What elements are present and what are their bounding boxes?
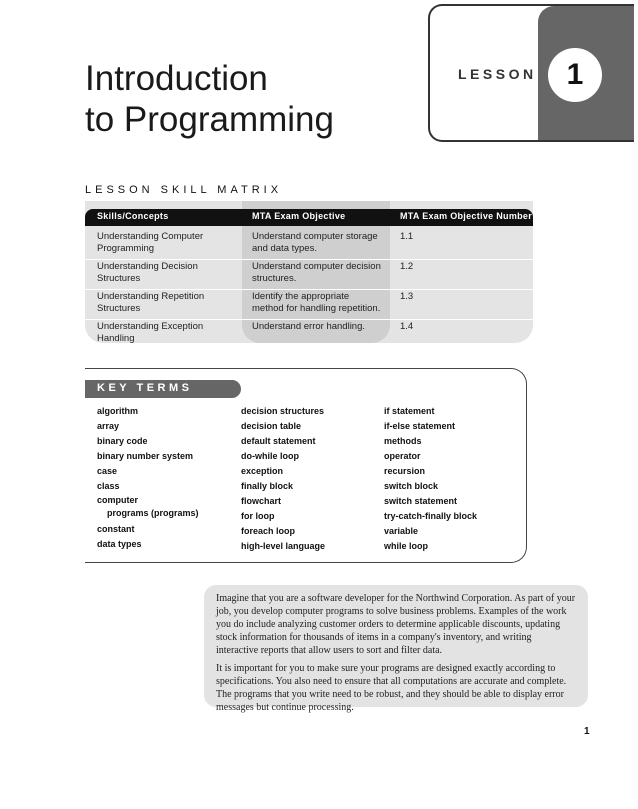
lesson-title — [85, 58, 334, 140]
key-term: switch block — [384, 481, 439, 491]
scenario-paragraph-1: Imagine that you are a software developer for the Northwind Corporation. As part of your job, you develop computer programs to solve business problems. Examples of the work you do include analyzing customer orders to determine applicable discounts, updating stock information for thousands of items in a company's inventory, and writing interactive reports that allow users to sort and filter data. — [216, 593, 576, 656]
key-term: class — [97, 481, 120, 491]
key-term: methods — [384, 436, 422, 446]
matrix-header-number: MTA Exam Objective Number — [400, 211, 533, 221]
key-terms-label: KEY TERMS — [97, 382, 193, 394]
matrix-number: 1.3 — [400, 291, 414, 302]
key-term — [97, 494, 199, 520]
key-term: decision table — [241, 421, 302, 431]
matrix-skill: Understanding Exception Handling — [97, 321, 204, 344]
matrix-objective: Identify the appropriate method for handling repetition. — [252, 291, 381, 314]
key-term-main: computer — [97, 495, 139, 505]
key-term-sub: programs (programs) — [107, 508, 199, 518]
key-term: data types — [97, 539, 142, 549]
key-term: try-catch-finally block — [384, 511, 478, 521]
matrix-objective: Understand error handling. — [252, 321, 366, 332]
matrix-objective: Understand computer storage and data types. — [252, 231, 378, 254]
lesson-label: LESSON — [458, 66, 537, 82]
key-term: while loop — [384, 541, 428, 551]
skill-matrix-table — [85, 201, 533, 343]
key-term: binary code — [97, 436, 148, 446]
key-terms-column-3 — [384, 404, 477, 554]
key-term: if-else statement — [384, 421, 456, 431]
key-term: high-level language — [241, 541, 326, 551]
key-term: exception — [241, 466, 284, 476]
matrix-row — [85, 231, 533, 260]
matrix-number: 1.2 — [400, 261, 414, 272]
key-terms-column-2 — [241, 404, 325, 554]
matrix-row — [85, 291, 533, 320]
key-term: case — [97, 466, 118, 476]
lesson-badge — [428, 4, 634, 142]
title-line-1: Introduction — [85, 59, 268, 98]
key-term: if statement — [384, 406, 435, 416]
title-line-2: to Programming — [85, 100, 334, 139]
row-divider — [85, 319, 533, 320]
key-term: do-while loop — [241, 451, 299, 461]
key-term: constant — [97, 524, 135, 534]
matrix-objective: Understand computer decision structures. — [252, 261, 381, 284]
key-term: decision structures — [241, 406, 325, 416]
key-term: flowchart — [241, 496, 282, 506]
matrix-number: 1.4 — [400, 321, 414, 332]
key-terms-column-1 — [97, 404, 199, 552]
matrix-number: 1.1 — [400, 231, 414, 242]
key-term: finally block — [241, 481, 294, 491]
matrix-skill: Understanding Computer Programming — [97, 231, 204, 254]
key-term: default statement — [241, 436, 316, 446]
key-term: algorithm — [97, 406, 139, 416]
key-term: foreach loop — [241, 526, 296, 536]
skill-matrix-heading: LESSON SKILL MATRIX — [85, 184, 283, 196]
matrix-skill: Understanding Decision Structures — [97, 261, 198, 284]
key-term: recursion — [384, 466, 426, 476]
key-term: for loop — [241, 511, 275, 521]
row-divider — [85, 289, 533, 290]
key-term: variable — [384, 526, 419, 536]
scenario-paragraph-2: It is important for you to make sure your programs are designed exactly according to specifications. You also need to ensure that all computations are accurate and complete. The programs that you write need to be robust, and they should be able to display error messages but continue processing. — [216, 663, 567, 713]
matrix-row — [85, 321, 533, 344]
page-number: 1 — [584, 726, 590, 737]
key-term: switch statement — [384, 496, 458, 506]
matrix-header-skills: Skills/Concepts — [97, 211, 169, 221]
matrix-skill: Understanding Repetition Structures — [97, 291, 205, 314]
key-term: array — [97, 421, 120, 431]
row-divider — [85, 259, 533, 260]
key-term: binary number system — [97, 451, 194, 461]
matrix-row — [85, 261, 533, 290]
key-term: operator — [384, 451, 421, 461]
scenario-box — [204, 585, 588, 713]
matrix-header-objective: MTA Exam Objective — [252, 211, 346, 221]
lesson-number: 1 — [548, 48, 602, 102]
